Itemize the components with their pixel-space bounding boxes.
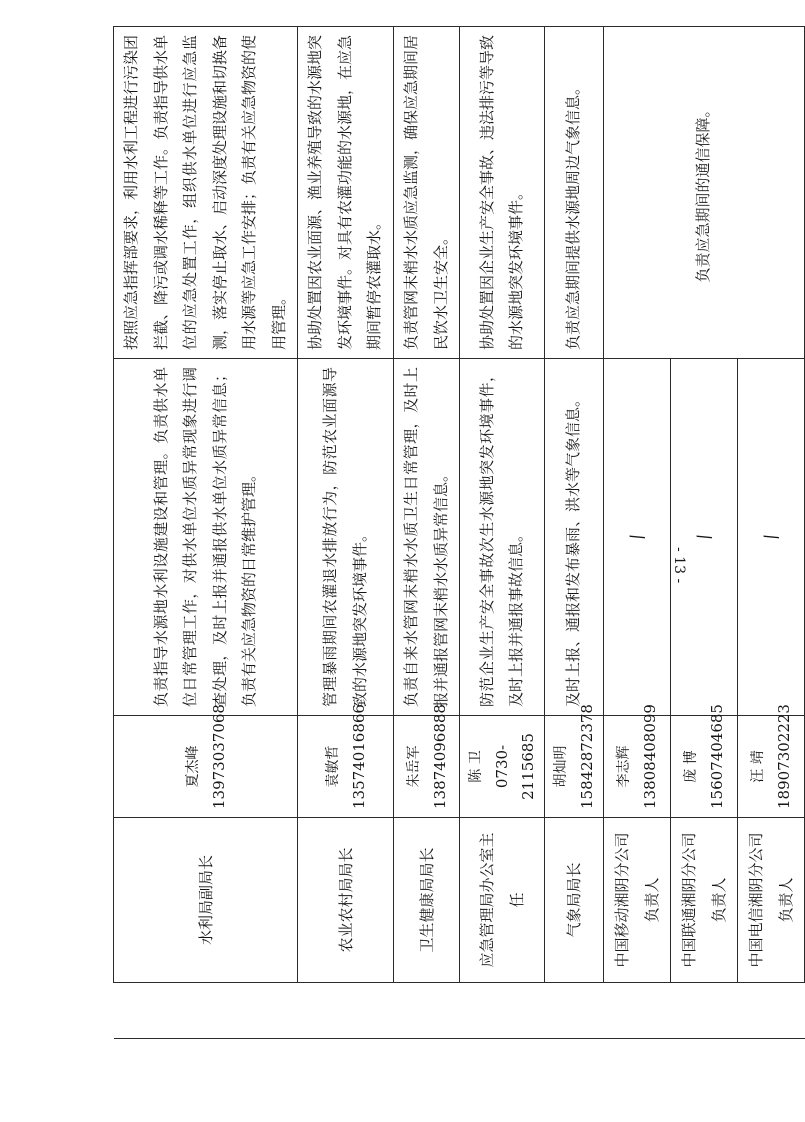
role-cell: 应急管理局办公室主任 — [460, 818, 545, 983]
daily-duty-cell: 及时上报、通报和发布暴雨、洪水等气象信息。 — [545, 359, 604, 716]
table-row — [114, 27, 298, 1039]
phone-number: 13574016866 — [349, 704, 368, 809]
person-name: 夏杰峰 — [184, 745, 201, 788]
contact-cell — [604, 704, 671, 818]
phone-number: 13973037068 — [209, 704, 228, 809]
not-applicable-slash: / — [693, 531, 715, 543]
phone-number: 13874096888 — [430, 704, 449, 809]
blank-column — [114, 983, 805, 1039]
phone-number: 15842872378 — [578, 704, 596, 809]
contact-cell — [298, 704, 394, 818]
person-name: 朱岳军 — [405, 745, 422, 788]
daily-duty-cell: 防范企业生产安全事故次生水源地突发环境事件，及时上报并通报事故信息。 — [460, 359, 545, 716]
person-name: 庞 博 — [683, 750, 699, 783]
table-row — [545, 27, 604, 1039]
phone-number: 13808408099 — [641, 704, 659, 809]
not-applicable-slash: / — [760, 531, 782, 543]
contact-cell — [671, 704, 738, 818]
phone-number: 15607404685 — [708, 704, 726, 809]
emergency-duty-cell: 负责管网末梢水水质应急监测，确保应急期间居民饮水卫生安全。 — [394, 27, 460, 359]
role-cell: 中国电信湘阴分公司负责人 — [738, 818, 805, 983]
contact-cell — [545, 704, 604, 818]
contact-cell — [738, 704, 805, 818]
person-name: 汪 靖 — [750, 750, 766, 783]
role-cell: 农业农村局局长 — [298, 818, 394, 983]
role-cell: 气象局局长 — [545, 818, 604, 983]
role-cell: 中国联通湘阴分公司负责人 — [671, 818, 738, 983]
responsibility-table — [113, 26, 805, 1039]
emergency-duty-cell: 负责应急期间的通信保障。 — [604, 27, 805, 359]
contact-cell — [394, 704, 460, 818]
daily-duty-cell: 管理暴雨期间农灌退水排放行为，防范农业面源导致的水源地突发环境事件。 — [298, 359, 394, 716]
daily-duty-cell — [604, 359, 671, 716]
person-name: 李志辉 — [616, 745, 632, 788]
role-cell: 中国移动湘阴分公司负责人 — [604, 818, 671, 983]
emergency-duty-cell: 协助处置因农业面源、渔业养殖导致的水源地突发环境事件。对具有农灌功能的水源地，在应急期间暂停农灌取水。 — [298, 27, 394, 359]
daily-duty-cell — [671, 359, 738, 716]
emergency-duty-cell: 负责应急期间提供水源地周边气象信息。 — [545, 27, 604, 359]
table-row — [604, 27, 671, 1039]
phone-number: 0730-2115685 — [493, 733, 537, 800]
role-cell: 卫生健康局局长 — [394, 818, 460, 983]
emergency-duty-cell: 协助处置因企业生产安全事故、违法排污等导致的水源地突发环境事件。 — [460, 27, 545, 359]
emergency-duty-cell: 按照应急指挥部要求，利用水利工程进行污染团拦截、降污或调水稀释等工作。负责指导供水单位的应急处置工作，组织供水单位进行应急监测，落实停止取水、启动深度处理设施和切换备用水源等应急工作安排；负责有关应急物资的使用管理。 — [114, 27, 298, 359]
person-name: 陈 卫 — [468, 750, 484, 783]
table-row — [460, 27, 545, 1039]
role-cell: 水利局副局长 — [114, 818, 298, 983]
table-row — [298, 27, 394, 1039]
phone-number: 18907302223 — [775, 704, 793, 809]
daily-duty-cell — [738, 359, 805, 716]
not-applicable-slash: / — [626, 531, 648, 543]
person-name: 胡灿明 — [553, 745, 569, 788]
daily-duty-cell: 负责自来水管网末梢水水质卫生日常管理，及时上报并通报管网末梢水水质异常信息。 — [394, 359, 460, 716]
page-number: - 13 - — [671, 547, 687, 584]
contact-cell — [114, 704, 298, 818]
contact-cell — [460, 716, 545, 818]
table-row — [394, 27, 460, 1039]
daily-duty-cell: 负责指导水源地水利设施建设和管理。负责供水单位日常管理工作，对供水单位水质异常现象进行调查处理，及时上报并通报供水单位水质异常信息；负责有关应急物资的日常维护管理。 — [114, 359, 298, 716]
person-name: 袁敏哲 — [324, 745, 341, 788]
